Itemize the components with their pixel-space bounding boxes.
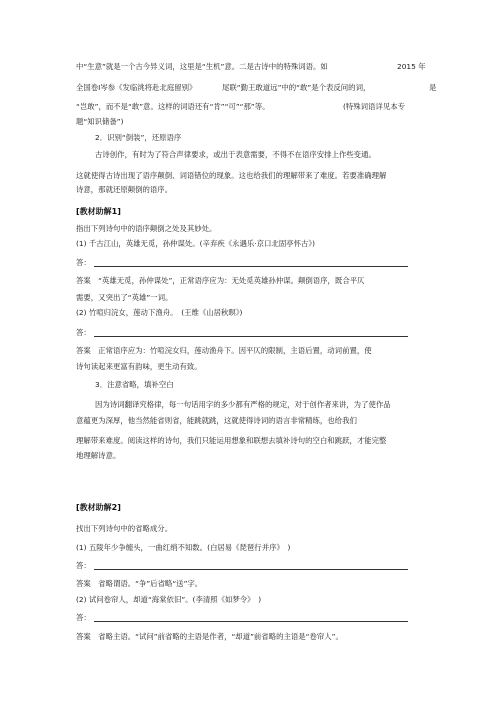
- answer-line: [94, 336, 408, 337]
- question: (2) 竹喧归浣女，莲动下渔舟。 (王维《山居秋暝》): [76, 308, 243, 317]
- text-line: 诗意，那就还原颠倒的语序。: [76, 185, 173, 194]
- question: (1) 五陵年少争缠头，一曲红绡不知数。(白居易《琵琶行并序》 ): [76, 543, 291, 552]
- text-line: 意蕴更为深厚，他当然能省则省，能跳就跳，这就使得诗词的语言非常精练，也给我们: [76, 416, 357, 425]
- text-line: 因为诗词翻译究格律，每一句话用字的多少都有严格的规定，对于创作者来讲，为了使作品: [95, 400, 391, 409]
- text-line: 是: [429, 83, 437, 92]
- answer-line: [94, 569, 408, 570]
- answer-line: [94, 621, 408, 622]
- answer-text: 答案 “英雄无觅，孙仲谋处”，正常语序应为：无处觅英雄孙仲谋。颠倒语序，既合平仄: [76, 276, 365, 285]
- section-heading: 3．注意省略，填补空白: [95, 380, 174, 389]
- answer-label: 答：: [76, 258, 91, 267]
- text-line: 地理解诗意。: [76, 451, 121, 460]
- answer-line: [94, 266, 408, 267]
- section-label: [教材助解2]: [76, 503, 121, 512]
- text-line: (特殊词语详见本专: [343, 102, 406, 111]
- question: (2) 试问卷帘人，却道“海棠依旧”。(李清照《如梦令》 ): [76, 595, 262, 604]
- question: (1) 千古江山，英雄无觅，孙仲谋处。(辛弃疾《永遇乐·京口北固亭怀古》): [76, 239, 315, 248]
- answer-label: 答：: [76, 561, 91, 570]
- text-line: 古诗创作，有时为了符合声律要求，或出于表意需要，不得不在语序安排上作些变通。: [95, 150, 376, 159]
- text-line: 指出下列诗句中的语序颠倒之处及其妙处。: [76, 224, 217, 233]
- text-line: 尾联“勤王敢道远”中的“敢”是个表反问的词，: [222, 83, 371, 92]
- answer-text: 答案 省略谓语。“争”后省略“送”字。: [76, 579, 203, 588]
- text-line: 这就使得古诗出现了语序颠倒、词语错位的现象。这也给我们的理解带来了难度。若要准确理解: [76, 171, 387, 180]
- text-line: 找出下列诗句中的省略成分。: [76, 524, 173, 533]
- text-line: 理解带来难度。阅读这样的诗句，我们只能运用想象和联想去填补诗句的空白和跳跃，才能完整: [76, 436, 387, 445]
- answer-label: 答：: [76, 613, 91, 622]
- text-line: 中“生意”就是一个古今异义词，这里是“生机”意。二是古诗中的特殊词语。如: [76, 62, 328, 71]
- answer-text: 诗句读起来更富有韵味，更生动有致。: [76, 362, 202, 371]
- text-line: “岂敢”，而不是“敢”意。这样的词语还有“肯”“可”“那”等。: [76, 102, 270, 111]
- answer-label: 答：: [76, 328, 91, 337]
- answer-text: 答案 省略主语。“试问”前省略的主语是作者，“却道”前省略的主语是“卷帘人”。: [76, 632, 343, 641]
- text-line: 题“知识储备”): [76, 117, 124, 126]
- answer-text: 需要，又突出了“英雄”一词。: [76, 293, 173, 302]
- answer-text: 答案 正常语序应为：竹喧浣女归，莲动渔舟下。因平仄的限制，主语后置，动词前置，使: [76, 346, 372, 355]
- text-line: 2015 年: [397, 62, 426, 71]
- section-heading: 2．识别“倒装”，还原语序: [95, 133, 182, 142]
- section-label: [教材助解1]: [76, 207, 121, 216]
- text-line: 全国卷Ⅰ岑参《发临洮将赴北庭留别》: [76, 83, 197, 92]
